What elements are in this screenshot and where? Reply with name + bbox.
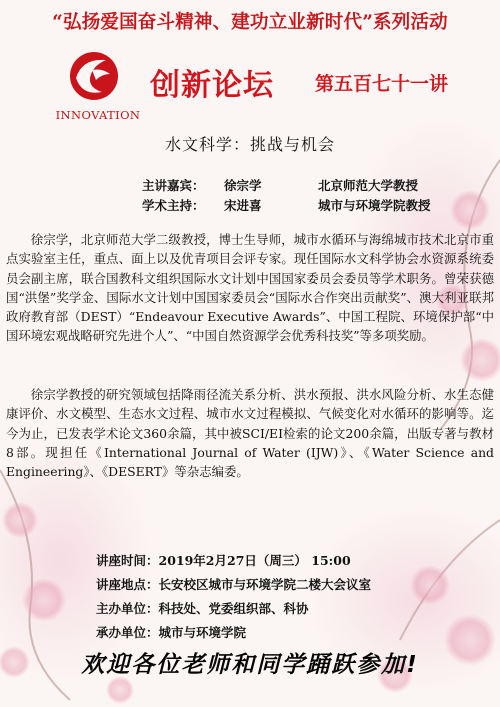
welcome-message: 欢迎各位老师和同学踊跃参加! [81, 652, 419, 678]
bio-paragraph: 徐宗学，北京师范大学二级教授，博士生导师，城市水循环与海绵城市技术北京市重点实验室主任，重点、面上以及优青项目会评专家。现任国际水文科学协会水资源系统委员会副主席，联合国教科文组织国际水文计划中国国家委员会委员等学术职务。曾荣获德国“洪堡”奖学金、国际水文计划中国国家委员会“国际水合作突出贡献奖”、澳大利亚联邦政府教育部（DEST）“Endeavour Executive Awards”、中国工程院、环境保护部“中国环境宏观战略研究先进个人”、“中国自然资源学会优秀科技奖”等多项奖励。 [6, 232, 494, 344]
schedule-label: 主办单位： [96, 601, 159, 616]
series-banner: “弘扬爱国奋斗精神、建功立业新时代”系列活动 [52, 12, 448, 33]
speaker-label: 主讲嘉宾： [142, 178, 205, 193]
schedule-label: 讲座时间： [96, 553, 159, 568]
host-label: 学术主持： [142, 198, 205, 213]
speaker-name: 徐宗学 [224, 178, 262, 193]
schedule-value: 2019年2月27日（周三） 15:00 [158, 553, 351, 568]
schedule-value: 城市与环境学院 [158, 625, 247, 640]
schedule-host-unit [96, 623, 246, 641]
forum-title: 创新论坛 [150, 68, 274, 103]
lecture-number: 第五百七十一讲 [315, 73, 449, 95]
schedule-label: 承办单位： [96, 625, 159, 640]
lecture-topic: 水文科学：挑战与机会 [164, 135, 335, 154]
speaker-line [142, 176, 418, 194]
schedule-organizer [96, 599, 309, 617]
schedule-time [96, 551, 351, 569]
host-affiliation: 城市与环境学院教授 [318, 198, 431, 213]
innovation-logo-icon [62, 48, 126, 104]
research-paragraph: 徐宗学教授的研究领域包括降雨径流关系分析、洪水预报、洪水风险分析、水生态健康评价、水文模型、生态水文过程、城市水文过程模拟、气候变化对水循环的影响等。迄今为止，已发表学术论文360余篇，其中被SCI/EI检索的论文200余篇，出版专著与教材8部。现担任《International Journal of Water (IJW)》、《Water Science and Engineering》、《DESERT》等杂志编委。 [6, 387, 494, 480]
host-name: 宋进喜 [224, 198, 262, 213]
schedule-value: 长安校区城市与环境学院二楼大会议室 [158, 577, 372, 592]
speaker-affiliation: 北京师范大学教授 [318, 178, 419, 193]
host-line [142, 196, 431, 214]
logo-text: INNOVATION [55, 108, 141, 122]
schedule-location [96, 575, 371, 593]
schedule-value: 科技处、党委组织部、科协 [158, 601, 309, 616]
schedule-label: 讲座地点： [96, 577, 159, 592]
